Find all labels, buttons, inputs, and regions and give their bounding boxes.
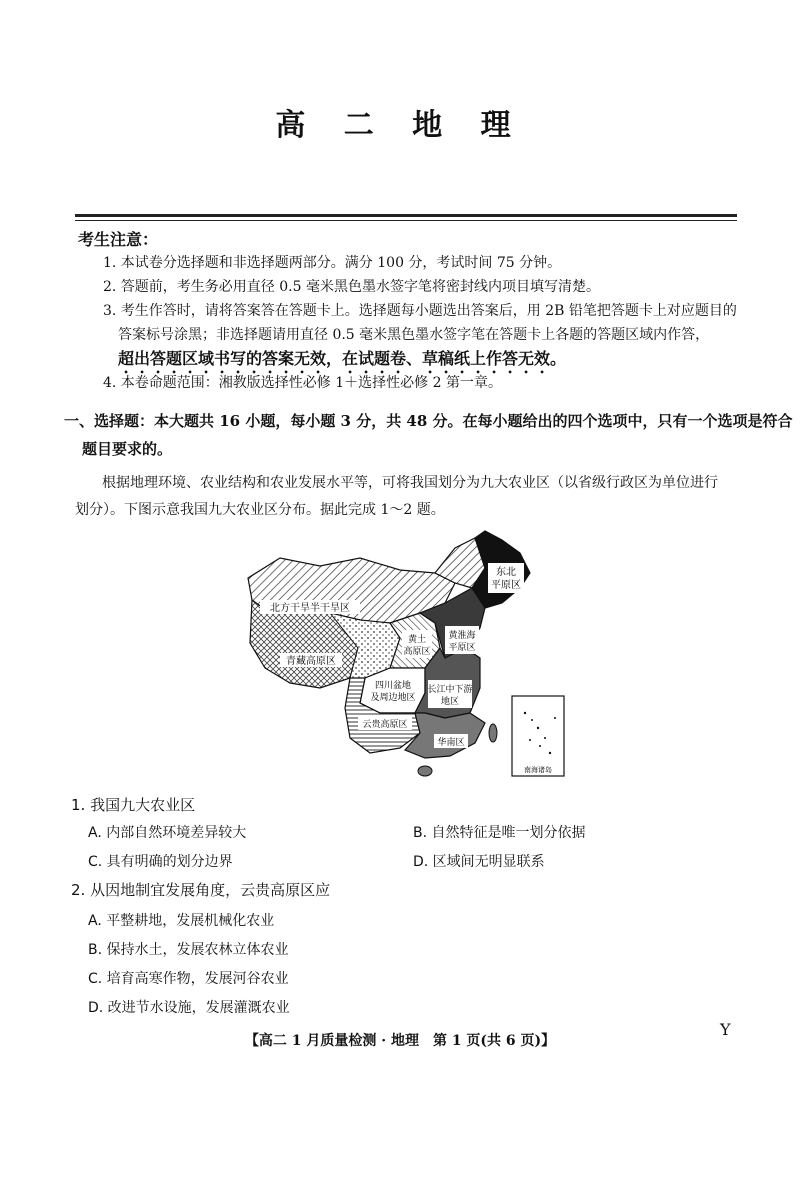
- q1-option-c: C. 具有明确的划分边界: [88, 854, 233, 870]
- q2-option-c: C. 培育高寒作物，发展河谷农业: [88, 971, 289, 987]
- intro-line-1: 根据地理环境、农业结构和农业发展水平等，可将我国划分为九大农业区（以省级行政区为单位进行: [102, 475, 718, 491]
- notice-item-1: 1. 本试卷分选择题和非选择题两部分。满分 100 分，考试时间 75 分钟。: [103, 255, 562, 271]
- q2-stem: 2. 从因地制宜发展角度，云贵高原区应: [71, 881, 331, 899]
- hainan-island: [418, 766, 432, 776]
- q1-stem: 1. 我国九大农业区: [71, 796, 196, 814]
- label-huanan: 华南区: [437, 738, 465, 748]
- q2-option-a: A. 平整耕地，发展机械化农业: [88, 913, 275, 929]
- divider-thin: [75, 220, 737, 221]
- label-yungui: 云贵高原区: [362, 720, 408, 730]
- label-changjiang-2: 地区: [440, 697, 460, 707]
- label-loess-1: 黄土: [407, 635, 427, 645]
- notice-item-3-cont: 答案标号涂黑；非选择题请用直径 0.5 毫米黑色墨水签字笔在答题卡上各题的答题区域内作答，: [118, 327, 710, 343]
- notice-item-4: 4. 本卷命题范围：湘教版选择性必修 1＋选择性必修 2 第一章。: [103, 375, 502, 391]
- label-northeast-2: 平原区: [491, 580, 521, 591]
- inset-frame: [512, 696, 564, 776]
- label-qingzang: 青藏高原区: [286, 656, 336, 667]
- label-sichuan-2: 及周边地区: [370, 693, 416, 703]
- label-north-arid: 北方干旱半干旱区: [270, 603, 350, 614]
- intro-line-2: 划分）。下图示意我国九大农业区分布。据此完成 1～2 题。: [75, 502, 445, 518]
- notice-heading: 考生注意：: [78, 230, 159, 249]
- label-northeast-1: 东北: [496, 567, 516, 578]
- q2-option-b: B. 保持水土，发展农林立体农业: [88, 942, 289, 958]
- notice-item-3: 3. 考生作答时，请将答案答在答题卡上。选择题每小题选出答案后，用 2B 铅笔把答题卡上对应题目的: [103, 303, 737, 319]
- label-huanghuaihai-1: 黄淮海: [448, 631, 476, 641]
- section-heading-cont: 题目要求的。: [82, 440, 173, 458]
- agriculture-region-map: [240, 528, 570, 778]
- q1-option-d: D. 区域间无明显联系: [413, 854, 545, 870]
- label-huanghuaihai-2: 平原区: [448, 643, 476, 653]
- q1-option-b: B. 自然特征是唯一划分依据: [413, 825, 586, 841]
- label-loess-2: 高原区: [403, 647, 431, 657]
- section-heading: 一、选择题：本大题共 16 小题，每小题 3 分，共 48 分。在每小题给出的四个选项中，只有一个选项是符合: [64, 412, 793, 430]
- page-footer: 【高二 1 月质量检测 · 地理 第 1 页(共 6 页)】: [244, 1033, 556, 1049]
- page-title: 高 二 地 理: [275, 108, 525, 143]
- taiwan-island: [489, 724, 497, 742]
- label-changjiang-1: 长江中下游: [427, 685, 473, 695]
- q2-option-d: D. 改进节水设施，发展灌溉农业: [88, 1000, 290, 1016]
- notice-item-3-emphasis: 超出答题区域书写的答案无效，在试题卷、草稿纸上作答无效。: [118, 349, 567, 368]
- label-sichuan-1: 四川盆地: [374, 681, 412, 691]
- notice-item-2: 2. 答题前，考生务必用直径 0.5 毫米黑色墨水签字笔将密封线内项目填写清楚。: [103, 279, 600, 295]
- corner-mark: Y: [720, 1020, 731, 1039]
- divider-thick: [75, 214, 737, 217]
- label-inset: 南海诸岛: [524, 766, 552, 774]
- q1-option-a: A. 内部自然环境差异较大: [88, 825, 247, 841]
